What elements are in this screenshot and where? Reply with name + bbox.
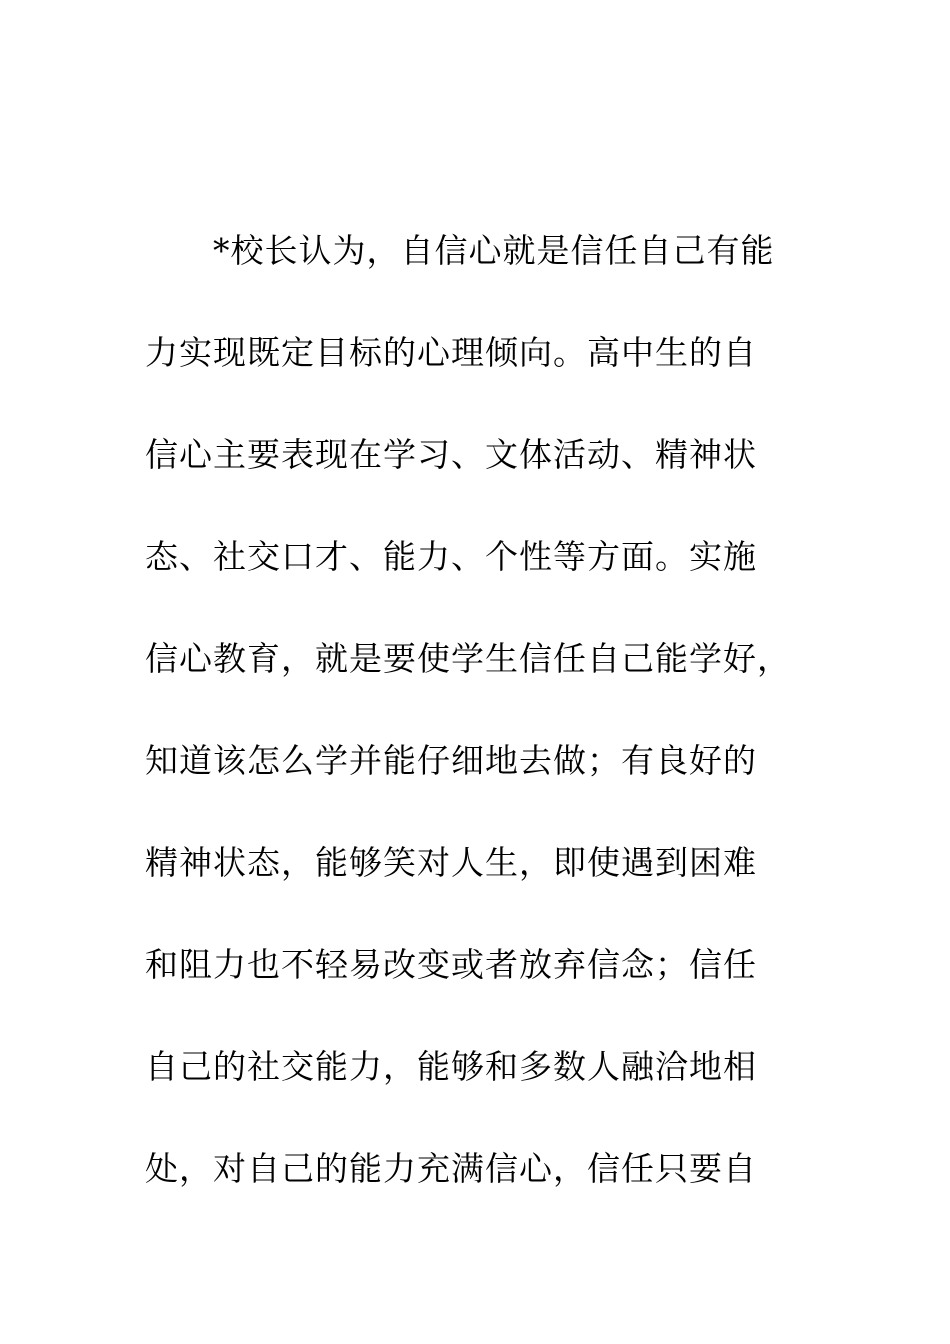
paragraph-line: 自己的社交能力，能够和多数人融洽地相 (145, 1047, 757, 1086)
body-paragraph (145, 225, 805, 1245)
paragraph-line: 力实现既定目标的心理倾向。高中生的自 (145, 333, 757, 372)
paragraph-line: *校长认为，自信心就是信任自己有能 (213, 231, 775, 270)
paragraph-line: 态、社交口才、能力、个性等方面。实施 (145, 537, 757, 576)
paragraph-line: 知道该怎么学并能仔细地去做；有良好的 (145, 741, 757, 780)
paragraph-line: 处，对自己的能力充满信心，信任只要自 (145, 1149, 757, 1188)
paragraph-line: 信心教育，就是要使学生信任自己能学好， (145, 639, 791, 678)
paragraph-line: 精神状态，能够笑对人生，即使遇到困难 (145, 843, 757, 882)
paragraph-line: 和阻力也不轻易改变或者放弃信念；信任 (145, 945, 757, 984)
paragraph-line: 信心主要表现在学习、文体活动、精神状 (145, 435, 757, 474)
